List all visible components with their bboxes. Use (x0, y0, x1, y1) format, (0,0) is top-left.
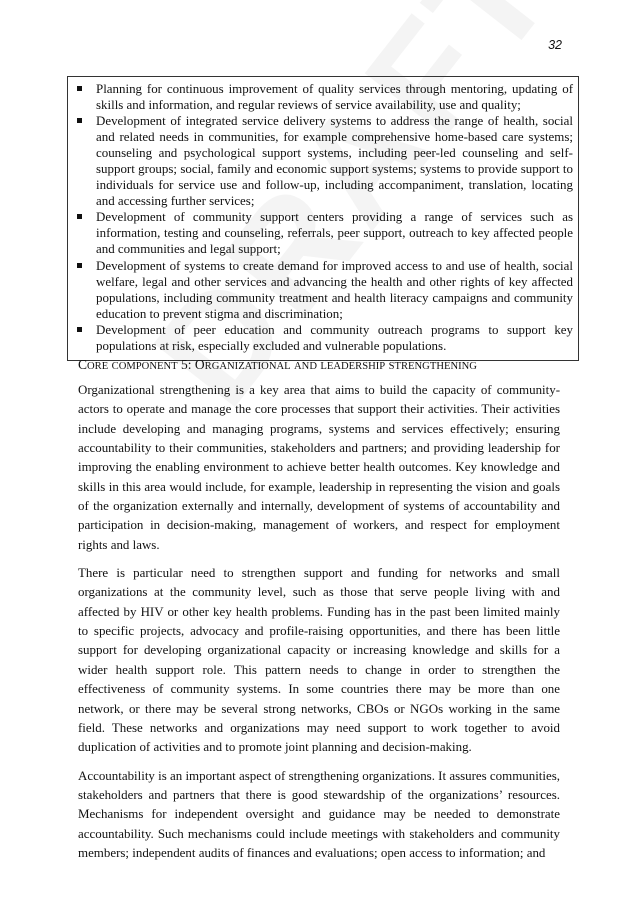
list-item (73, 322, 573, 354)
page-number: 32 (548, 38, 562, 52)
paragraph: Organizational strengthening is a key area that aims to build the capacity of community-actors to operate and manage the core processes that support their activities. Their activities include developing and managing programs, systems and services effectively; ensuring accountability to their communities, stakeholders and partners; and providing leadership for improving the enabling environment to achieve better health outcomes. Key knowledge and skills in this area would include, for example, leadership in representing the vision and goals of the organization externally and internally, development of systems of accountability and participation in decision-making, management of workers, and respect for employment rights and laws. (78, 382, 560, 552)
section-heading: CORE COMPONENT 5: ORGANIZATIONAL AND LEADERSHIP STRENGTHENING (78, 357, 477, 372)
list-item-text: Development of integrated service delivery systems to address the range of health, social and related needs in communities, for example comprehensive home-based care systems; counseling and psychological support systems, including peer-led counseling and self-support groups; social, family and economic support systems; systems to provide support to individuals for service use and follow-up, including accompaniment, translation, locating and accessing further services; (96, 113, 573, 209)
bullet-box (67, 76, 579, 361)
list-item-text: Development of peer education and community outreach programs to support key populations at risk, especially excluded and vulnerable populations. (96, 321, 573, 353)
list-item-text: Planning for continuous improvement of quality services through mentoring, updating of skills and information, and regular reviews of service availability, use and quality; (96, 81, 573, 113)
list-item (73, 81, 573, 113)
list-item-text: Development of systems to create demand for improved access to and use of health, social welfare, legal and other services and advancing the health and other rights of key affected populations, including community treatment and health literacy campaigns and community education to prevent stigma and discrimination; (96, 257, 573, 321)
square-bullet-icon (77, 214, 82, 219)
square-bullet-icon (77, 118, 82, 123)
paragraph: There is particular need to strengthen support and funding for networks and small organizations at the community level, such as those that serve people living with and affected by HIV or other key health problems. Funding has in the past been limited mainly to specific projects, advocacy and profile-raising opportunities, and there has been little support for developing organizational capacity or increasing knowledge and skills for a wider health support role. This pattern needs to change in order to strengthen the effectiveness of community systems. In some countries there may be more than one network, or there may be several strong networks, CBOs or NGOs working in the same field. These networks and organizations may need support to work together to avoid duplication of activities and to promote joint planning and decision-making. (78, 565, 560, 755)
bullet-list (73, 81, 573, 354)
square-bullet-icon (77, 86, 82, 91)
body-content (78, 380, 560, 871)
square-bullet-icon (77, 263, 82, 268)
square-bullet-icon (77, 327, 82, 332)
list-item (73, 258, 573, 322)
list-item-text: Development of community support centers providing a range of services such as information, testing and counseling, referrals, peer support, outreach to key affected people and communities and legal support; (96, 209, 573, 257)
list-item (73, 209, 573, 257)
paragraph: Accountability is an important aspect of strengthening organizations. It assures communities, stakeholders and partners that there is good stewardship of the organizations’ resources. Mechanisms for independent oversight and guidance may be needed to demonstrate accountability. Such mechanisms could include meetings with stakeholders and community members; independent audits of finances and evaluations; open access to information; and (78, 767, 560, 860)
list-item (73, 113, 573, 209)
